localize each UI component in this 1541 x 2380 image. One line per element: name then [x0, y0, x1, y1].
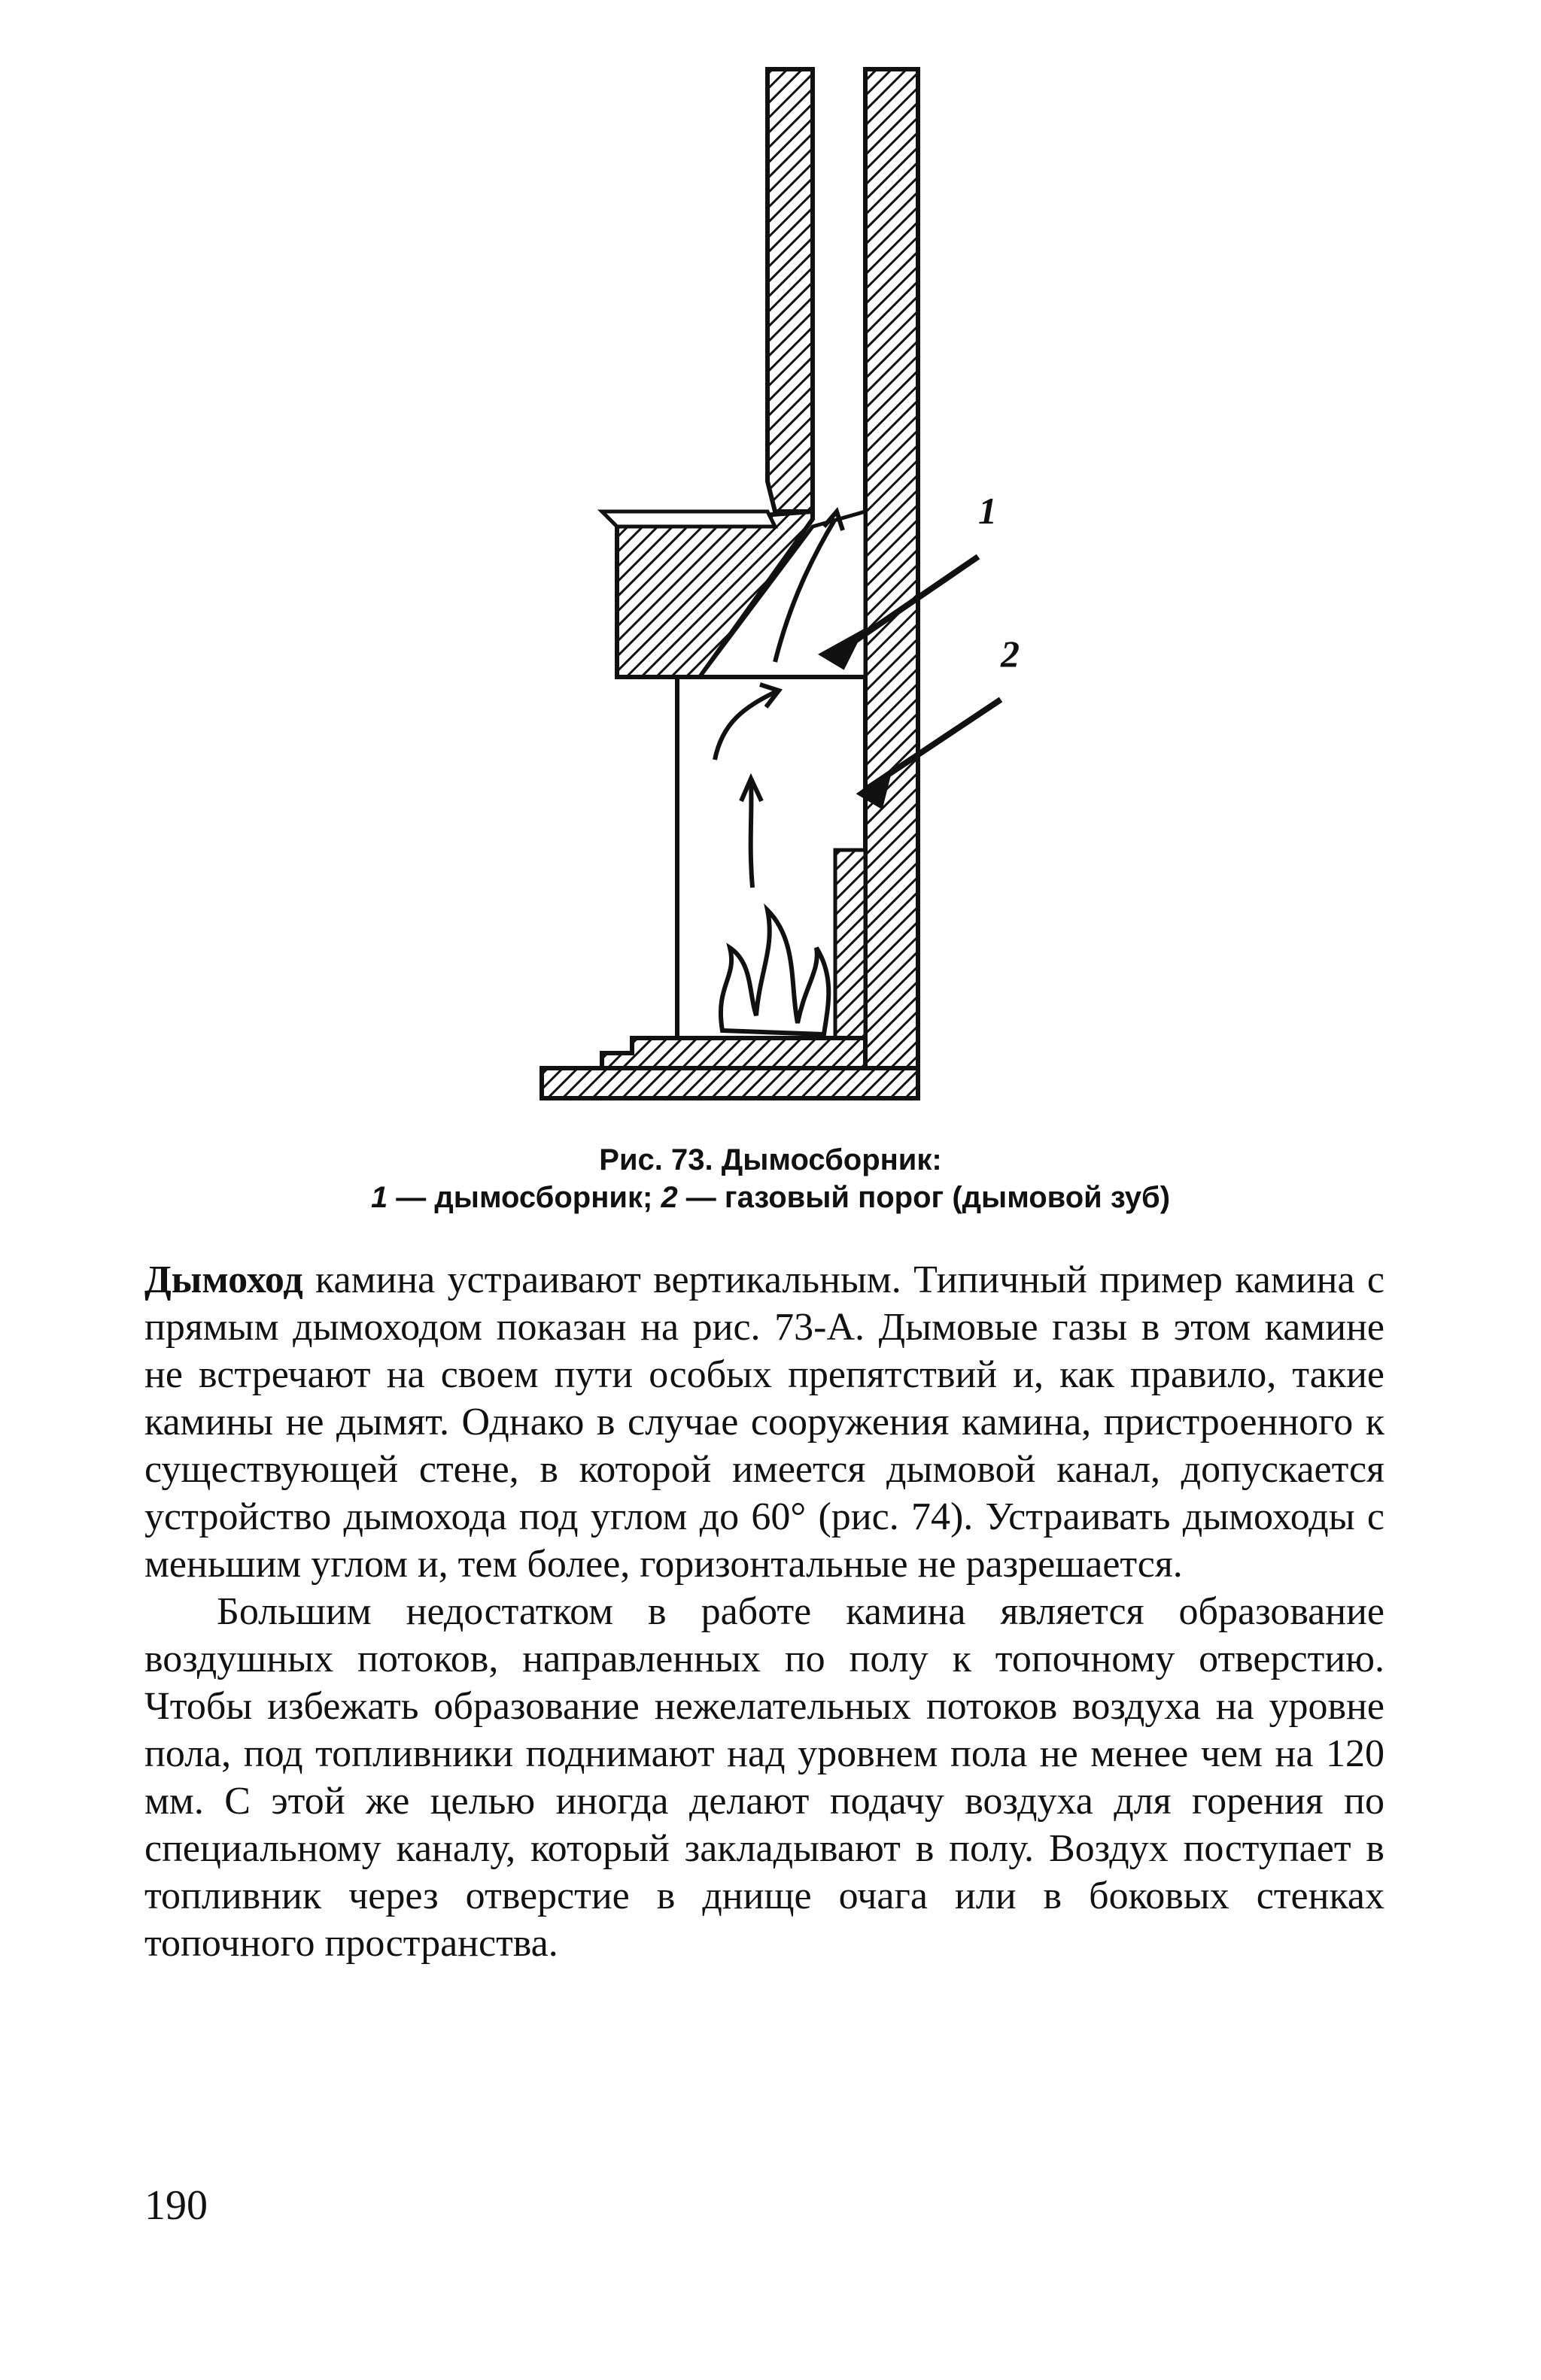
- legend-text-1: — дымосборник;: [388, 1181, 661, 1214]
- ledge-top: [602, 512, 775, 527]
- legend-num-1: 1: [370, 1181, 388, 1214]
- callout-label-2: 2: [1001, 633, 1020, 675]
- chimney-right-wall: [865, 69, 918, 1091]
- callout-label-1: 1: [978, 490, 997, 532]
- page-number: 190: [144, 2182, 208, 2229]
- figure-caption-legend: [0, 1181, 1541, 1215]
- legend-num-2: 2: [661, 1181, 678, 1214]
- paragraph-1-lead: Дымоход: [144, 1258, 303, 1301]
- legend-text-2: — газовый порог (дымовой зуб): [677, 1181, 1171, 1214]
- body-text: [144, 1256, 1384, 1967]
- paragraph-1: [144, 1256, 1384, 1588]
- chimney-left-wall: [767, 69, 813, 512]
- hearth-base: [602, 1038, 865, 1068]
- paragraph-1-text: камина устраивают вертикальным. Типичный пример камина с прямым дымоходом показан на рис. 73-А. Дымовые газы в этом камине не встречают на своем пути особых препятствий и, как правило, такие камины не дымят. Однако в случае сооружения камина, пристроенного к существующей стене, в которой имеется дымовой канал, допускается устройство дымохода под углом до 60° (рис. 74). Устраивать дымоходы с меньшим углом и, тем более, горизонтальные не разрешается.: [144, 1258, 1384, 1586]
- paragraph-2: Большим недостатком в работе камина является образование воздушных потоков, направленных по полу к топочному отверстию. Чтобы избежать образование нежелательных потоков воздуха на уровне пола, под топливники поднимают над уровнем пола не менее чем на 120 мм. С этой же целью иногда делают подачу воздуха для горения по специальному каналу, который закладывают в полу. Воздух поступает в топливник через отверстие в днище очага или в боковых стенках топочного пространства.: [144, 1590, 1384, 1965]
- chimney-diagram: [527, 60, 1008, 1113]
- figure-caption-title: Рис. 73. Дымосборник:: [599, 1143, 942, 1176]
